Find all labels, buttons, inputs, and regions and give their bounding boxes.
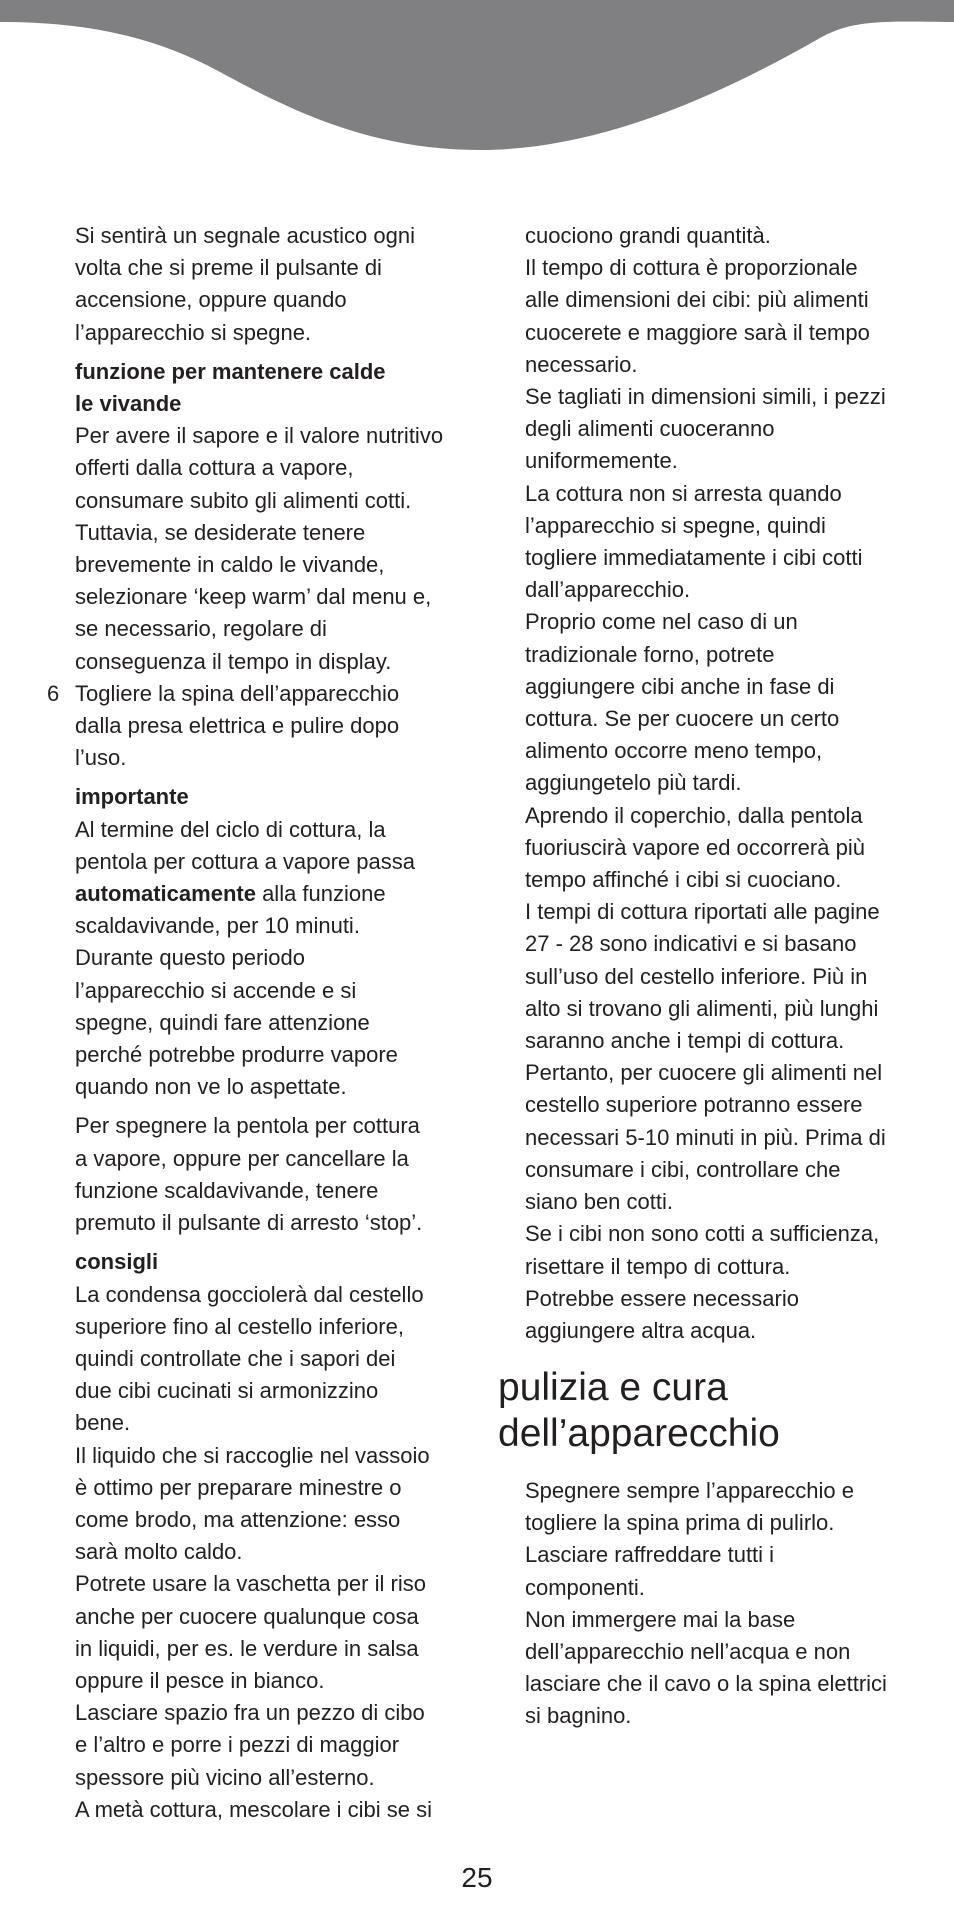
step-number: 6: [47, 680, 60, 706]
text-line: alimento occorre meno tempo,: [525, 738, 823, 764]
text-line: siano ben cotti.: [525, 1189, 673, 1215]
text-line: risettare il tempo di cottura.: [525, 1253, 791, 1279]
text-line: aggiungetelo più tardi.: [525, 770, 742, 796]
cleaning-paragraph: [525, 1475, 945, 1733]
text-line: dell’apparecchio nell’acqua e non: [525, 1639, 851, 1665]
text-line: cuocerete e maggiore sarà il tempo: [525, 319, 870, 345]
step-6: [47, 678, 495, 775]
text-line: l’apparecchio si accende e si: [75, 977, 357, 1003]
text-line: saranno anche i tempi di cottura.: [525, 1028, 845, 1054]
text-line: premuto il pulsante di arresto ‘stop’.: [75, 1210, 423, 1236]
text-line: funzione scaldavivande, tenere: [75, 1177, 379, 1203]
left-column: [47, 220, 495, 1826]
text-line: Il liquido che si raccoglie nel vassoio: [75, 1442, 430, 1468]
page-number: 25: [461, 1862, 493, 1893]
text-line: necessari 5-10 minuti in più. Prima di: [525, 1124, 886, 1150]
text-line: Lasciare raffreddare tutti i: [525, 1542, 775, 1568]
text-line: offerti dalla cottura a vapore,: [75, 455, 354, 481]
text-line: La condensa gocciolerà dal cestello: [75, 1281, 424, 1307]
text-line: l’uso.: [75, 745, 127, 771]
tips-paragraph: [75, 1279, 495, 1826]
text-line: accensione, oppure quando: [75, 287, 347, 313]
text-line: l’apparecchio si spegne, quindi: [525, 512, 826, 538]
text-line: l’apparecchio si spegne.: [75, 319, 312, 345]
title-line: pulizia e cura: [498, 1366, 728, 1409]
text-line: Al termine del ciclo di cottura, la: [75, 816, 386, 842]
important-paragraph: [75, 814, 495, 1104]
text-line: dall’apparecchio.: [525, 577, 691, 603]
text-line: necessario.: [525, 351, 638, 377]
text-line: togliere immediatamente i cibi cotti: [525, 545, 863, 571]
text-line: Si sentirà un segnale acustico ogni: [75, 223, 415, 248]
text-line: fuoriuscirà vapore ed occorrerà più: [525, 834, 865, 860]
text-line: uniformemente.: [525, 448, 678, 474]
text-line: consumare subito gli alimenti cotti.: [75, 487, 412, 513]
text-line: cestello superiore potranno essere: [525, 1092, 863, 1118]
text-line: Lasciare spazio fra un pezzo di cibo: [75, 1700, 425, 1726]
text-line: Se i cibi non sono cotti a sufficienza,: [525, 1221, 880, 1247]
text-line: I tempi di cottura riportati alle pagine: [525, 899, 880, 925]
right-column: [525, 220, 945, 1347]
text-line: spessore più vicino all’esterno.: [75, 1764, 375, 1790]
text-line: pentola per cottura a vapore passa: [75, 848, 416, 874]
text-line: Per avere il sapore e il valore nutritivo: [75, 423, 444, 449]
text-line: superiore fino al cestello inferiore,: [75, 1313, 404, 1339]
text-line: Potrebbe essere necessario: [525, 1285, 799, 1311]
text-line: selezionare ‘keep warm’ dal menu e,: [75, 584, 432, 610]
text-line: e l’altro e porre i pezzi di maggior: [75, 1732, 400, 1758]
text-line: Togliere la spina dell’apparecchio: [75, 680, 400, 706]
heading-line: funzione per mantenere calde: [75, 358, 386, 384]
text-line: Pertanto, per cuocere gli alimenti nel: [525, 1060, 883, 1086]
text-line: brevemente in caldo le vivande,: [75, 552, 385, 578]
text-line: tempo affinché i cibi si cuociano.: [525, 867, 842, 893]
text-line: a vapore, oppure per cancellare la: [75, 1145, 409, 1171]
text-line: togliere la spina prima di pulirlo.: [525, 1510, 835, 1536]
text-line: alto si trovano gli alimenti, più lunghi: [525, 995, 879, 1021]
text-line: cuociono grandi quantità.: [525, 223, 771, 248]
text-line: oppure il pesce in bianco.: [75, 1667, 325, 1693]
text-line: se necessario, regolare di: [75, 616, 327, 642]
text-line: dalla presa elettrica e pulire dopo: [75, 713, 400, 739]
text-line: Potrete usare la vaschetta per il riso: [75, 1571, 426, 1597]
text-line: Non immergere mai la base: [525, 1606, 796, 1632]
text-line: conseguenza il tempo in display.: [75, 648, 392, 674]
text-line: è ottimo per preparare minestre o: [75, 1474, 402, 1500]
text-line: cottura. Se per cuocere un certo: [525, 706, 840, 732]
text-line: 27 - 28 sono indicativi e si basano: [525, 931, 857, 957]
text-line: Spegnere sempre l’apparecchio e: [525, 1478, 854, 1503]
title-line: dell’apparecchio: [498, 1412, 780, 1455]
header-wave-decoration: [0, 0, 954, 160]
text-line: due cibi cucinati si armonizzino: [75, 1378, 379, 1404]
text-line: sull’uso del cestello inferiore. Più in: [525, 963, 868, 989]
text-line: Il tempo di cottura è proporzionale: [525, 255, 858, 281]
text-line: A metà cottura, mescolare i cibi se si: [75, 1796, 433, 1822]
text-line: quindi controllate che i sapori dei: [75, 1345, 396, 1371]
intro-paragraph: [75, 220, 495, 349]
text-line: quando non ve lo aspettate.: [75, 1074, 347, 1100]
text-line: consumare i cibi, controllare che: [525, 1156, 841, 1182]
text-line: componenti.: [525, 1574, 645, 1600]
heading-line: le vivande: [75, 391, 182, 417]
text-line: alle dimensioni dei cibi: più alimenti: [525, 287, 869, 313]
text-line: Durante questo periodo: [75, 945, 305, 971]
text-line: in liquidi, per es. le verdure in salsa: [75, 1635, 419, 1661]
text-line: tradizionale forno, potrete: [525, 641, 775, 667]
text-fragment: alla funzione: [255, 881, 386, 907]
text-line: si bagnino.: [525, 1703, 632, 1729]
text-line: La cottura non si arresta quando: [525, 480, 842, 506]
text-line: Proprio come nel caso di un: [525, 609, 798, 635]
text-line: bene.: [75, 1410, 131, 1436]
text-line: Se tagliati in dimensioni simili, i pezzi: [525, 384, 886, 410]
text-line: lasciare che il cavo o la spina elettrici: [525, 1671, 887, 1697]
text-line: spegne, quindi fare attenzione: [75, 1009, 370, 1035]
text-line: volta che si preme il pulsante di: [75, 255, 382, 281]
tips-heading: consigli: [75, 1249, 159, 1275]
text-line-with-emphasis: [75, 878, 495, 910]
text-line: perché potrebbe produrre vapore: [75, 1042, 398, 1068]
text-line: come brodo, ma attenzione: esso: [75, 1506, 401, 1532]
text-line: Aprendo il coperchio, dalla pentola: [525, 802, 863, 828]
text-line: degli alimenti cuoceranno: [525, 416, 775, 442]
text-line: aggiungere cibi anche in fase di: [525, 673, 835, 699]
keep-warm-paragraph: [75, 420, 495, 678]
emphasis-automatically: automaticamente: [75, 881, 256, 907]
text-line: scaldavivande, per 10 minuti.: [75, 913, 360, 939]
section-title-cleaning: [498, 1365, 938, 1457]
text-line: Per spegnere la pentola per cottura: [75, 1113, 420, 1139]
keep-warm-heading: [75, 356, 495, 420]
stop-paragraph: [75, 1110, 495, 1239]
text-line: anche per cuocere qualunque cosa: [75, 1603, 419, 1629]
important-heading: importante: [75, 784, 189, 810]
text-line: Tuttavia, se desiderate tenere: [75, 519, 366, 545]
text-line: aggiungere altra acqua.: [525, 1317, 757, 1343]
text-line: sarà molto caldo.: [75, 1539, 243, 1565]
